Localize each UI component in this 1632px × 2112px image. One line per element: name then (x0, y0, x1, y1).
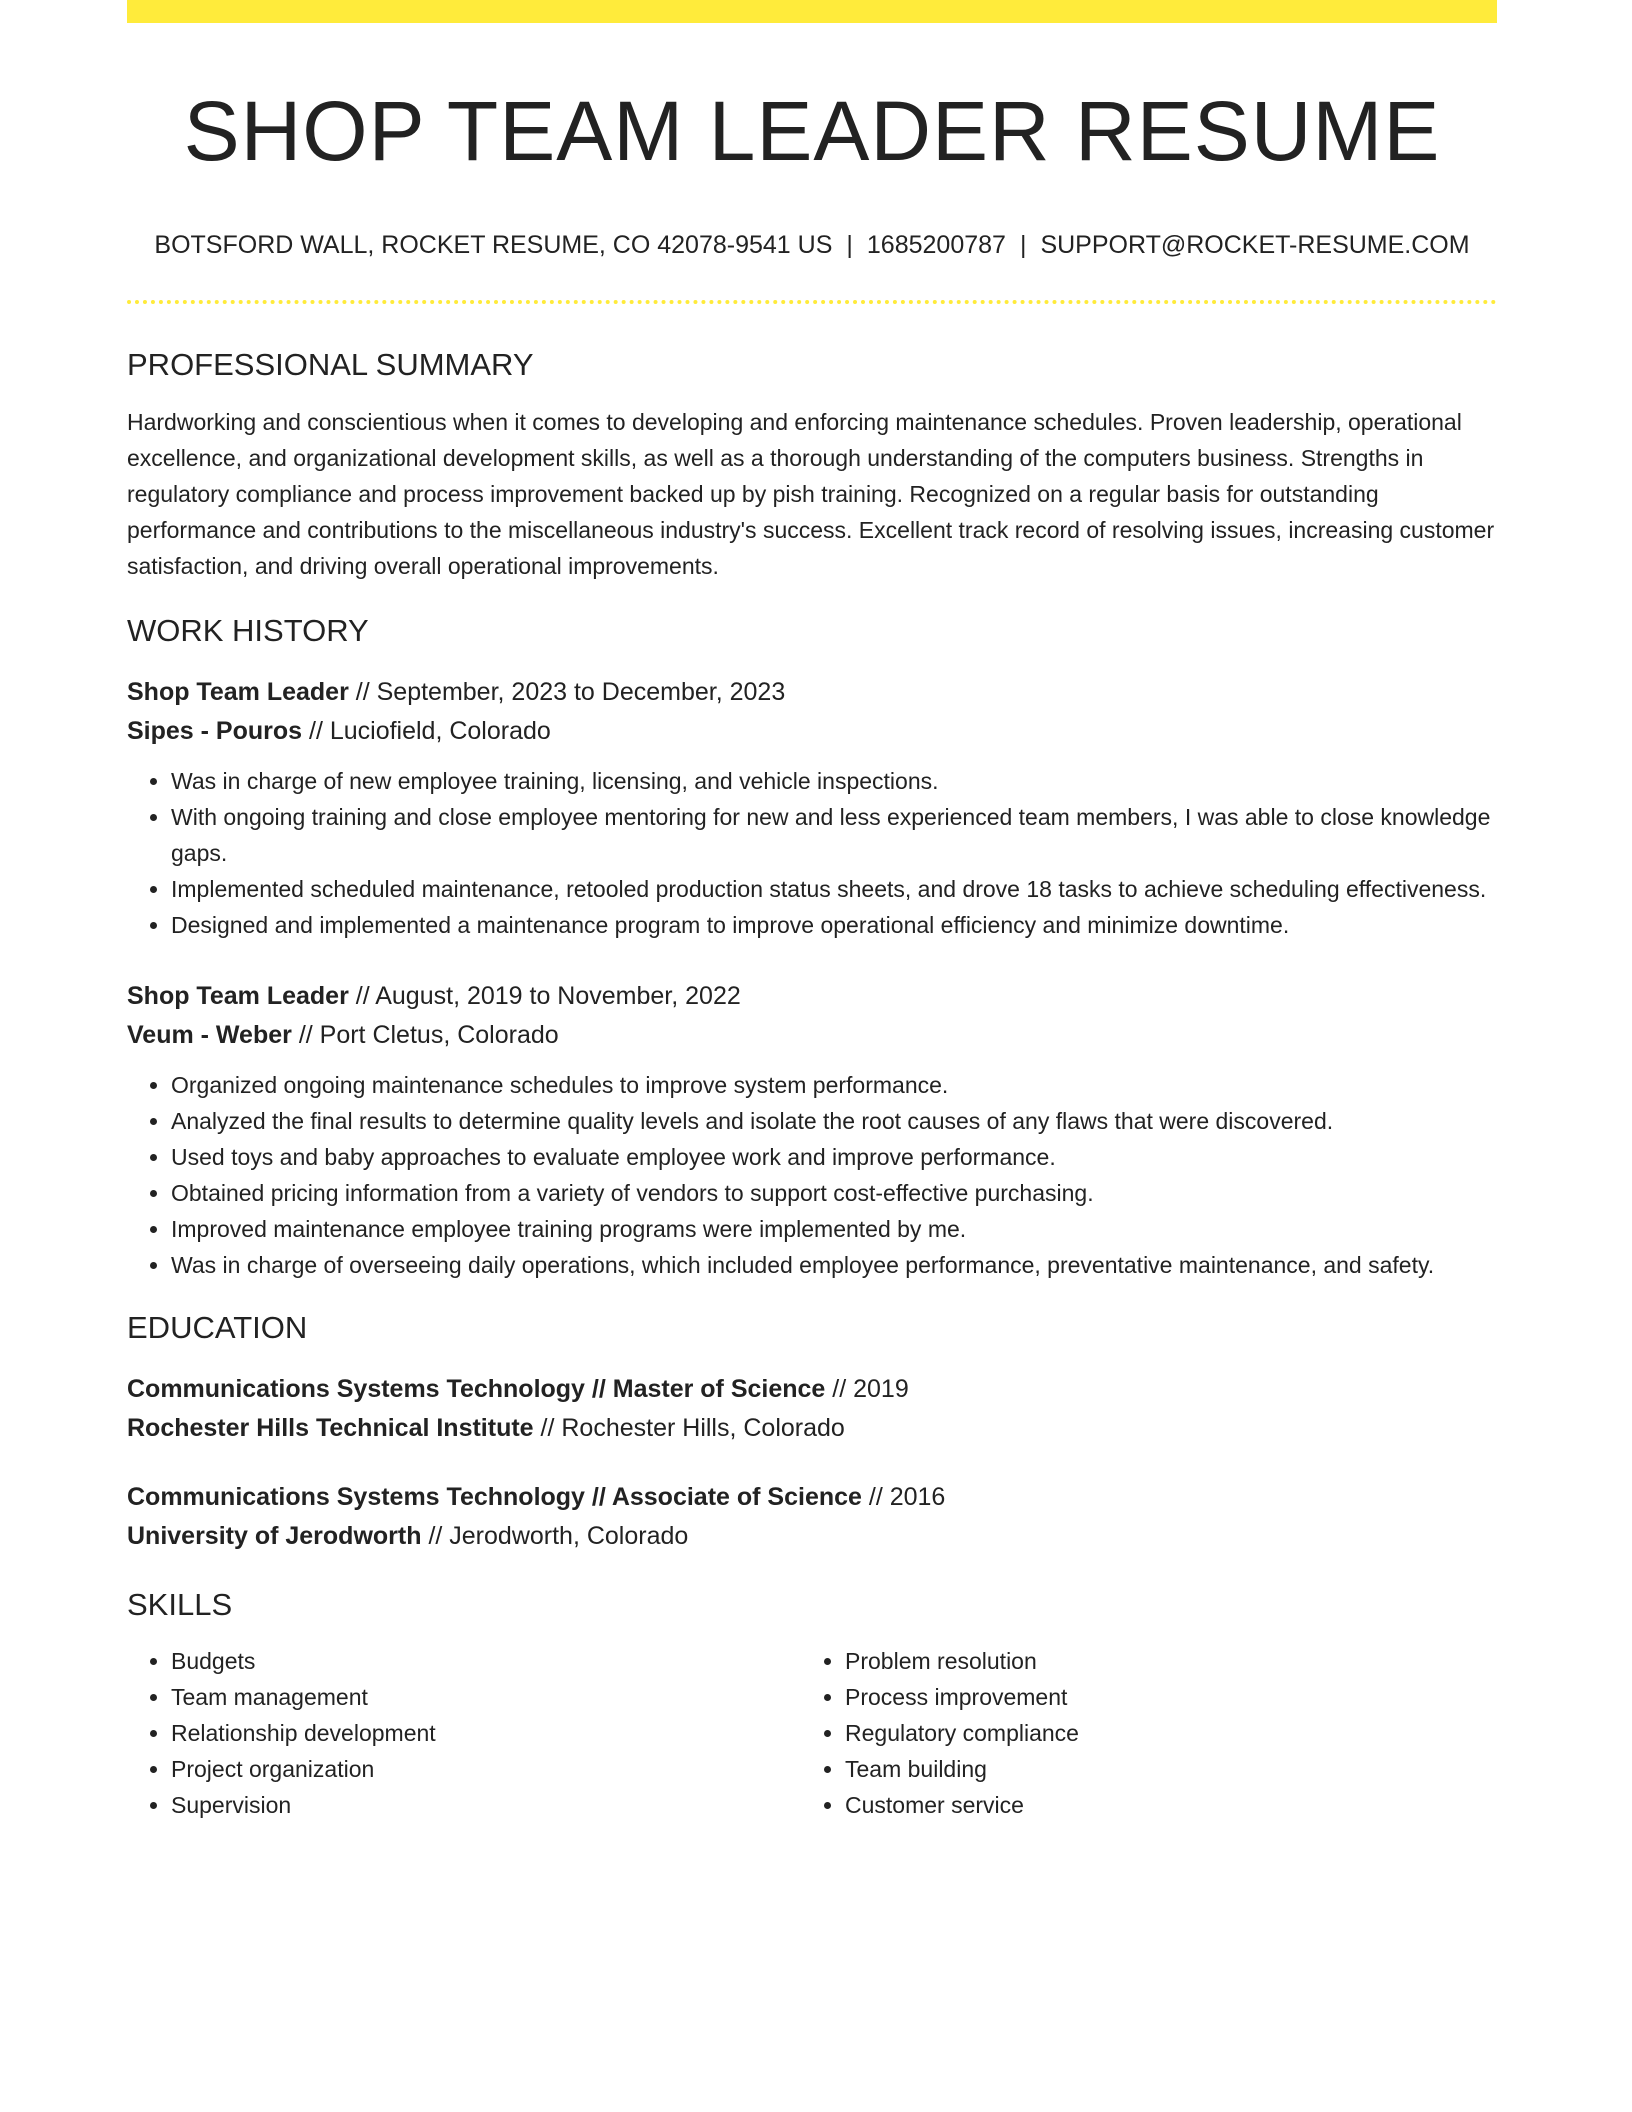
degree: Communications Systems Technology // Master of Science (127, 1374, 826, 1403)
school-location: // Rochester Hills, Colorado (533, 1413, 845, 1442)
education-entry (127, 1370, 1497, 1448)
job-bullet: • Used toys and baby approaches to evaluate employee work and improve performance. (171, 1139, 1497, 1175)
skill-item: • Team building (845, 1751, 1475, 1787)
degree: Communications Systems Technology // Associate of Science (127, 1482, 862, 1511)
degree-year: // 2016 (861, 1482, 946, 1511)
job-location: // Luciofield, Colorado (302, 716, 551, 745)
summary-heading: PROFESSIONAL SUMMARY (127, 347, 534, 383)
skill-item: • Process improvement (845, 1679, 1475, 1715)
school: University of Jerodworth (127, 1521, 422, 1550)
summary-text: Hardworking and conscientious when it comes to developing and enforcing maintenance schedules. Proven leadership, operational excellence, and organizational development skills, as well as a thorough understanding of the computers business. Strengths in regulatory compliance and process improvement backed up by pish training. Recognized on a regular basis for outstanding performance and contributions to the miscellaneous industry's success. Excellent track record of resolving issues, increasing customer satisfaction, and driving overall operational improvements. (127, 408, 1495, 579)
skill-item: • Problem resolution (845, 1643, 1475, 1679)
contact-separator: | (846, 231, 853, 260)
job-company-line (127, 1016, 1497, 1055)
resume-page (127, 0, 1497, 1823)
job-entry (127, 673, 1497, 943)
job-bullet: • Designed and implemented a maintenance program to improve operational efficiency and minimize downtime. (171, 907, 1497, 943)
skill-item: • Supervision (171, 1787, 801, 1823)
job-company-line (127, 712, 1497, 751)
degree-year: // 2019 (825, 1374, 909, 1403)
skills-list-left (127, 1643, 801, 1823)
contact-line (127, 231, 1497, 260)
contact-email: SUPPORT@ROCKET-RESUME.COM (1040, 231, 1470, 260)
skill-item: • Project organization (171, 1751, 801, 1787)
job-bullets (127, 763, 1497, 943)
skill-item: • Budgets (171, 1643, 801, 1679)
work-history-heading: WORK HISTORY (127, 612, 369, 648)
degree-line (127, 1478, 1497, 1517)
skill-item: • Team management (171, 1679, 801, 1715)
job-bullets (127, 1067, 1497, 1283)
job-company: Veum - Weber (127, 1020, 292, 1049)
job-title: Shop Team Leader (127, 981, 349, 1010)
skills-columns (127, 1643, 1497, 1823)
job-bullet: • Organized ongoing maintenance schedules to improve system performance. (171, 1067, 1497, 1103)
job-bullet: • Was in charge of new employee training, licensing, and vehicle inspections. (171, 763, 1497, 799)
skill-item: • Customer service (845, 1787, 1475, 1823)
school-line (127, 1517, 1497, 1556)
school-line (127, 1409, 1497, 1448)
dotted-divider (127, 300, 1497, 304)
resume-title: SHOP TEAM LEADER RESUME (183, 84, 1441, 178)
skills-list-right (801, 1643, 1475, 1823)
contact-phone: 1685200787 (866, 231, 1006, 260)
job-bullet: • Was in charge of overseeing daily operations, which included employee performance, preventative maintenance, and safety. (171, 1247, 1497, 1283)
school-location: // Jerodworth, Colorado (421, 1521, 689, 1550)
job-dates: // August, 2019 to November, 2022 (348, 981, 741, 1010)
job-bullet: • With ongoing training and close employee mentoring for new and less experienced team members, I was able to close knowledge gaps. (171, 799, 1497, 871)
job-bullet: • Improved maintenance employee training programs were implemented by me. (171, 1211, 1497, 1247)
job-entry (127, 977, 1497, 1283)
job-title-line (127, 977, 1497, 1016)
job-title-line (127, 673, 1497, 712)
job-location: // Port Cletus, Colorado (291, 1020, 559, 1049)
job-bullet: • Analyzed the final results to determine quality levels and isolate the root causes of any flaws that were discovered. (171, 1103, 1497, 1139)
skill-item: • Relationship development (171, 1715, 801, 1751)
contact-separator: | (1019, 231, 1027, 260)
school: Rochester Hills Technical Institute (127, 1413, 534, 1442)
job-bullet: • Obtained pricing information from a variety of vendors to support cost-effective purchasing. (171, 1175, 1497, 1211)
skills-heading: SKILLS (127, 1586, 233, 1622)
skill-item: • Regulatory compliance (845, 1715, 1475, 1751)
contact-address: BOTSFORD WALL, ROCKET RESUME, CO 42078-9541 US (154, 231, 833, 260)
degree-line (127, 1370, 1497, 1409)
job-dates: // September, 2023 to December, 2023 (348, 677, 786, 706)
accent-bar (127, 0, 1497, 23)
education-entry (127, 1478, 1497, 1556)
education-heading: EDUCATION (127, 1309, 308, 1345)
job-bullet: • Implemented scheduled maintenance, retooled production status sheets, and drove 18 tasks to achieve scheduling effectiveness. (171, 871, 1497, 907)
job-title: Shop Team Leader (127, 677, 349, 706)
job-company: Sipes - Pouros (127, 716, 303, 745)
